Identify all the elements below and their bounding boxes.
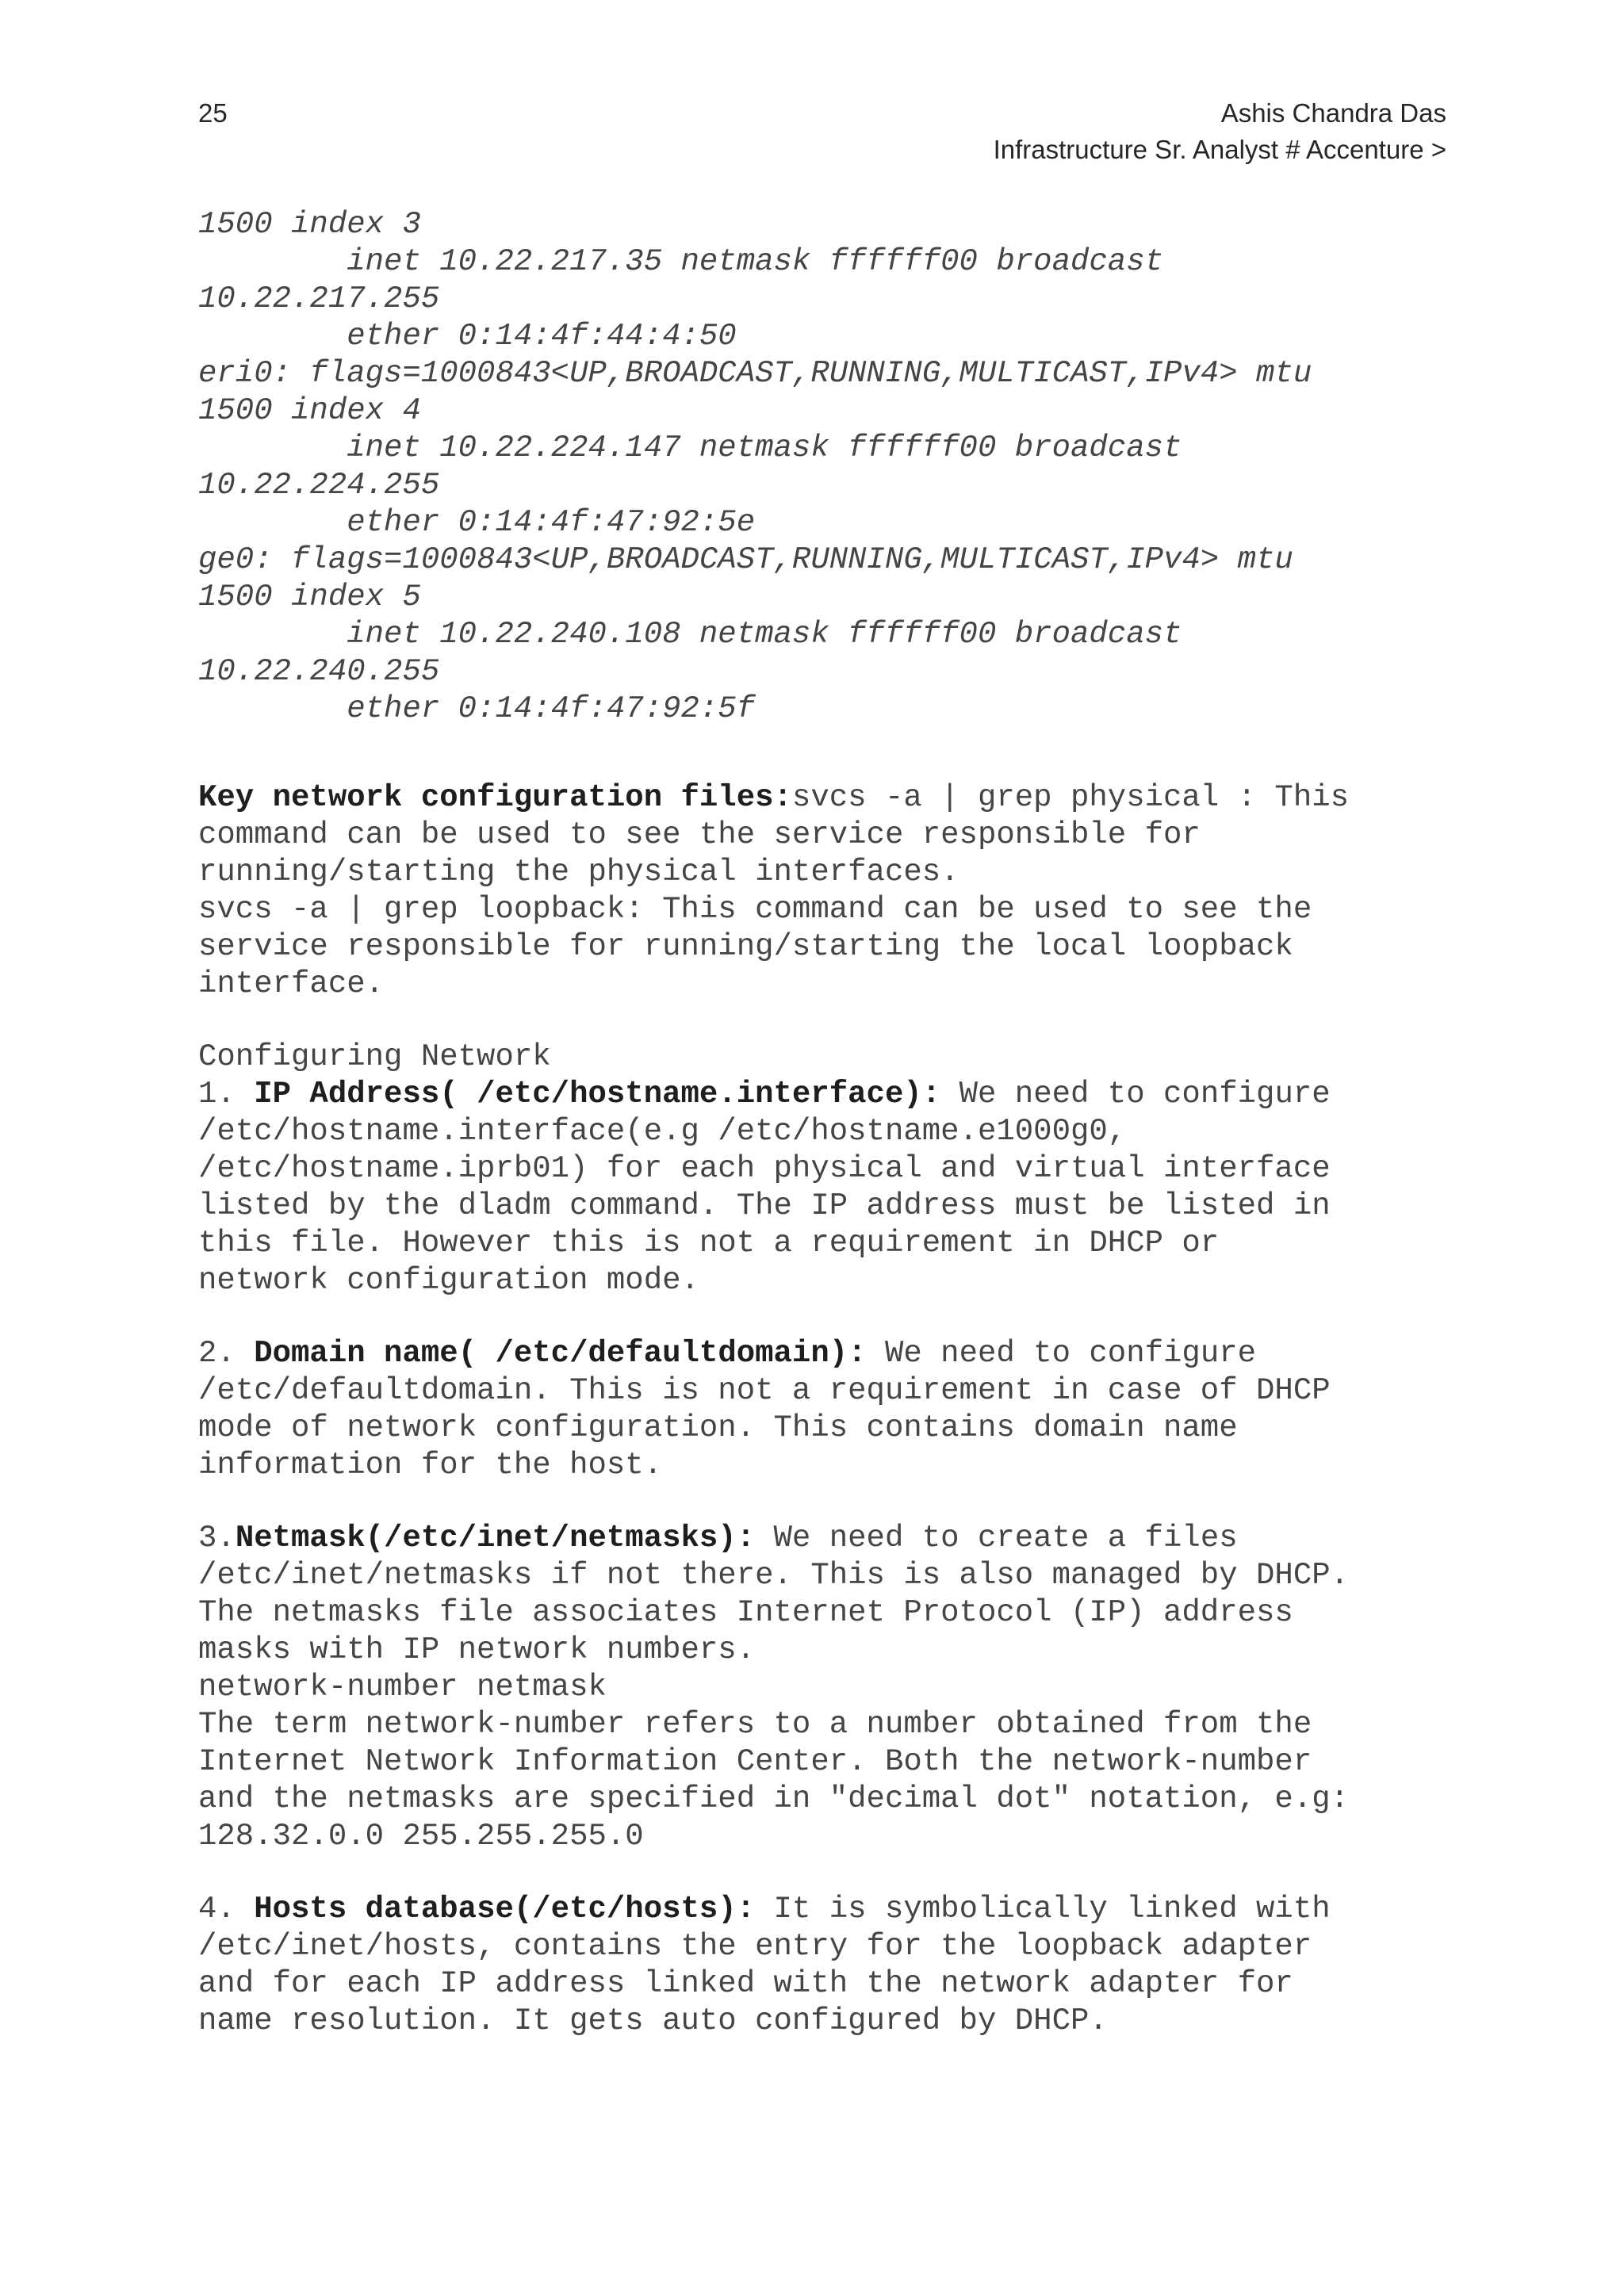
item-text: mode of network configuration. This contains domain name bbox=[198, 1410, 1238, 1445]
item-text: We need to configure bbox=[940, 1077, 1331, 1112]
item-heading: Domain name( /etc/defaultdomain): bbox=[254, 1336, 867, 1371]
item-text: masks with IP network numbers. bbox=[198, 1632, 756, 1667]
item-heading: IP Address( /etc/hostname.interface): bbox=[254, 1077, 941, 1112]
code-line: 1500 index 5 bbox=[198, 580, 421, 614]
config-item-netmask bbox=[198, 1520, 1467, 1855]
code-line: 10.22.240.255 bbox=[198, 654, 440, 689]
item-text: network configuration mode. bbox=[198, 1263, 699, 1298]
item-text: Internet Network Information Center. Both the network-number bbox=[198, 1744, 1312, 1779]
item-heading: Hosts database(/etc/hosts): bbox=[254, 1892, 756, 1927]
key-files-text: svcs -a | grep loopback: This command can be used to see the bbox=[198, 892, 1312, 927]
item-text: name resolution. It gets auto configured by DHCP. bbox=[198, 2003, 1108, 2038]
section-title: Configuring Network bbox=[198, 1039, 551, 1074]
item-text: /etc/inet/hosts, contains the entry for the loopback adapter bbox=[198, 1929, 1312, 1964]
key-files-text: running/starting the physical interfaces. bbox=[198, 855, 959, 890]
item-number: 4. bbox=[198, 1892, 255, 1927]
item-text: network-number netmask bbox=[198, 1670, 607, 1705]
code-line: inet 10.22.217.35 netmask ffffff00 broadcast bbox=[198, 244, 1163, 279]
key-files-text: command can be used to see the service responsible for bbox=[198, 817, 1201, 852]
item-heading: Netmask(/etc/inet/netmasks): bbox=[235, 1521, 756, 1556]
code-line: 10.22.224.255 bbox=[198, 468, 440, 503]
item-text: /etc/defaultdomain. This is not a requirement in case of DHCP bbox=[198, 1373, 1331, 1408]
ifconfig-output-block bbox=[198, 206, 1467, 728]
item-text: The term network-number refers to a number obtained from the bbox=[198, 1707, 1312, 1742]
key-files-section bbox=[198, 779, 1467, 1003]
key-files-heading: Key network configuration files: bbox=[198, 780, 792, 815]
item-text: /etc/hostname.iprb01) for each physical and virtual interface bbox=[198, 1151, 1331, 1186]
config-item-hosts-database bbox=[198, 1891, 1467, 2040]
configuring-network-section bbox=[198, 1039, 1467, 2040]
code-line: ether 0:14:4f:47:92:5e bbox=[198, 505, 756, 540]
item-number: 1. bbox=[198, 1077, 255, 1112]
code-line: ether 0:14:4f:44:4:50 bbox=[198, 319, 737, 354]
page-body bbox=[198, 206, 1467, 2040]
item-text: We need to create a files bbox=[755, 1521, 1238, 1556]
code-line: 1500 index 3 bbox=[198, 207, 421, 242]
item-number: 3. bbox=[198, 1521, 236, 1556]
key-files-text: interface. bbox=[198, 966, 385, 1001]
key-files-text: service responsible for running/starting the local loopback bbox=[198, 929, 1293, 964]
item-text: information for the host. bbox=[198, 1448, 663, 1483]
item-text: It is symbolically linked with bbox=[755, 1892, 1331, 1927]
code-line: ether 0:14:4f:47:92:5f bbox=[198, 691, 756, 726]
key-files-text: svcs -a | grep physical : This bbox=[791, 780, 1350, 815]
item-text: We need to configure bbox=[866, 1336, 1257, 1371]
code-line: inet 10.22.240.108 netmask ffffff00 broadcast bbox=[198, 617, 1182, 652]
item-text: listed by the dladm command. The IP address must be listed in bbox=[198, 1188, 1331, 1223]
page-number: 25 bbox=[198, 98, 228, 128]
item-text: and for each IP address linked with the network adapter for bbox=[198, 1966, 1293, 2001]
item-text: 128.32.0.0 255.255.255.0 bbox=[198, 1819, 644, 1854]
item-text: this file. However this is not a requirement in DHCP or bbox=[198, 1226, 1220, 1261]
item-text: /etc/hostname.interface(e.g /etc/hostname.e1000g0, bbox=[198, 1114, 1127, 1149]
item-text: /etc/inet/netmasks if not there. This is also managed by DHCP. bbox=[198, 1558, 1350, 1593]
code-line: 10.22.217.255 bbox=[198, 281, 440, 316]
code-line: inet 10.22.224.147 netmask ffffff00 broadcast bbox=[198, 430, 1182, 465]
config-item-ip-address bbox=[198, 1076, 1467, 1299]
header-author: Ashis Chandra Das bbox=[1220, 98, 1446, 128]
config-item-domain-name bbox=[198, 1335, 1467, 1484]
header-role: Infrastructure Sr. Analyst # Accenture > bbox=[993, 135, 1446, 164]
code-line: 1500 index 4 bbox=[198, 393, 421, 428]
item-text: and the netmasks are specified in "decimal dot" notation, e.g: bbox=[198, 1781, 1350, 1816]
item-text: The netmasks file associates Internet Protocol (IP) address bbox=[198, 1595, 1293, 1630]
item-number: 2. bbox=[198, 1336, 255, 1371]
code-line: eri0: flags=1000843<UP,BROADCAST,RUNNING,MULTICAST,IPv4> mtu bbox=[198, 356, 1312, 391]
code-line: ge0: flags=1000843<UP,BROADCAST,RUNNING,MULTICAST,IPv4> mtu bbox=[198, 542, 1293, 577]
